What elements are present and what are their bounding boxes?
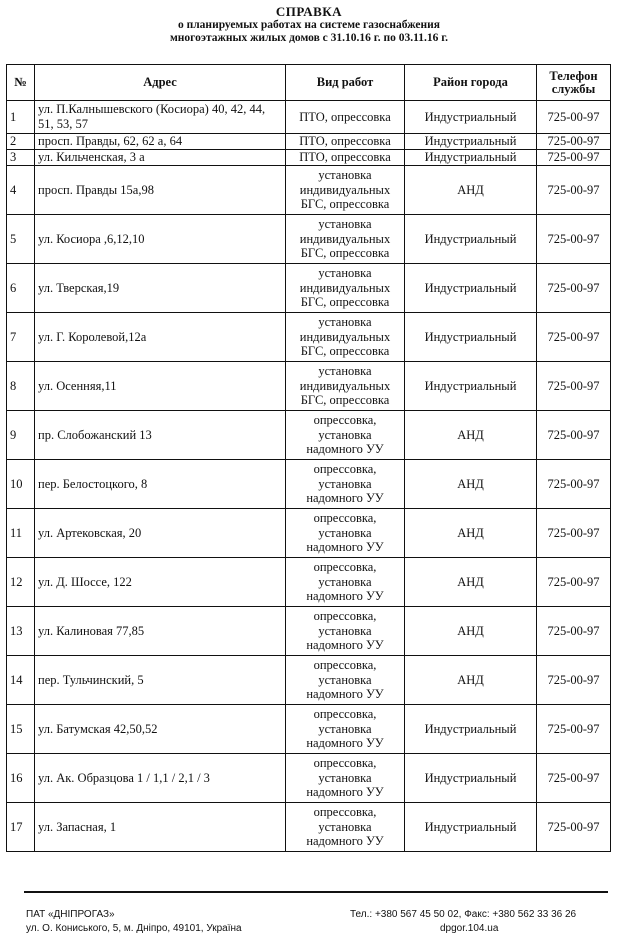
row-district: Индустриальный	[405, 803, 537, 852]
row-address: ул. Артековская, 20	[35, 509, 286, 558]
row-number: 8	[7, 362, 35, 411]
row-work-type: опрессовка, установка надомного УУ	[286, 705, 405, 754]
row-district: Индустриальный	[405, 215, 537, 264]
row-district: Индустриальный	[405, 150, 537, 166]
table-header-row	[7, 65, 611, 101]
row-work-type: опрессовка, установка надомного УУ	[286, 411, 405, 460]
row-address: ул. Осенняя,11	[35, 362, 286, 411]
row-phone: 725-00-97	[537, 411, 611, 460]
row-address: ул. П.Калнышевского (Косиора) 40, 42, 44, 51, 53, 57	[35, 101, 286, 134]
row-district: Индустриальный	[405, 101, 537, 134]
row-phone: 725-00-97	[537, 313, 611, 362]
row-district: АНД	[405, 509, 537, 558]
row-number: 17	[7, 803, 35, 852]
row-phone: 725-00-97	[537, 509, 611, 558]
row-district: Индустриальный	[405, 264, 537, 313]
row-phone: 725-00-97	[537, 803, 611, 852]
row-phone: 725-00-97	[537, 150, 611, 166]
row-address: пер. Тульчинский, 5	[35, 656, 286, 705]
header-address: Адрес	[35, 65, 286, 101]
row-district: АНД	[405, 607, 537, 656]
row-work-type: ПТО, опрессовка	[286, 150, 405, 166]
table-row	[7, 215, 611, 264]
row-address: ул. Кильченская, 3 а	[35, 150, 286, 166]
row-district: Индустриальный	[405, 754, 537, 803]
row-district: АНД	[405, 460, 537, 509]
row-work-type: опрессовка, установка надомного УУ	[286, 558, 405, 607]
row-address: пр. Слобожанский 13	[35, 411, 286, 460]
row-number: 2	[7, 134, 35, 150]
footer-divider	[24, 891, 608, 893]
row-phone: 725-00-97	[537, 754, 611, 803]
row-address: ул. Косиора ,6,12,10	[35, 215, 286, 264]
row-address: ул. Д. Шоссе, 122	[35, 558, 286, 607]
row-number: 13	[7, 607, 35, 656]
header-phone: Телефон службы	[537, 65, 611, 101]
table-row	[7, 754, 611, 803]
table-row	[7, 313, 611, 362]
row-work-type: опрессовка, установка надомного УУ	[286, 607, 405, 656]
row-district: АНД	[405, 656, 537, 705]
row-work-type: опрессовка, установка надомного УУ	[286, 509, 405, 558]
table-row	[7, 509, 611, 558]
row-work-type: опрессовка, установка надомного УУ	[286, 656, 405, 705]
table-row	[7, 264, 611, 313]
row-address: ул. Запасная, 1	[35, 803, 286, 852]
table-row	[7, 803, 611, 852]
row-district: Индустриальный	[405, 362, 537, 411]
row-address: ул. Г. Королевой,12а	[35, 313, 286, 362]
row-phone: 725-00-97	[537, 101, 611, 134]
table-row	[7, 101, 611, 134]
document-header	[0, 4, 618, 45]
table-row	[7, 705, 611, 754]
row-address: ул. Калиновая 77,85	[35, 607, 286, 656]
footer-website-link[interactable]: dpgor.104.ua	[440, 923, 499, 934]
row-phone: 725-00-97	[537, 215, 611, 264]
row-work-type: опрессовка, установка надомного УУ	[286, 803, 405, 852]
row-district: АНД	[405, 411, 537, 460]
row-number: 4	[7, 166, 35, 215]
row-district: Индустриальный	[405, 313, 537, 362]
row-number: 12	[7, 558, 35, 607]
row-work-type: ПТО, опрессовка	[286, 101, 405, 134]
row-address: просп. Правды, 62, 62 а, 64	[35, 134, 286, 150]
row-number: 10	[7, 460, 35, 509]
header-district: Район города	[405, 65, 537, 101]
row-district: Индустриальный	[405, 705, 537, 754]
row-work-type: установка индивидуальных БГС, опрессовка	[286, 166, 405, 215]
row-work-type: установка индивидуальных БГС, опрессовка	[286, 313, 405, 362]
table-row	[7, 656, 611, 705]
row-phone: 725-00-97	[537, 134, 611, 150]
row-address: ул. Тверская,19	[35, 264, 286, 313]
row-number: 11	[7, 509, 35, 558]
table-row	[7, 411, 611, 460]
row-work-type: ПТО, опрессовка	[286, 134, 405, 150]
row-work-type: опрессовка, установка надомного УУ	[286, 460, 405, 509]
row-work-type: установка индивидуальных БГС, опрессовка	[286, 362, 405, 411]
row-phone: 725-00-97	[537, 656, 611, 705]
row-district: АНД	[405, 166, 537, 215]
row-work-type: опрессовка, установка надомного УУ	[286, 754, 405, 803]
row-phone: 725-00-97	[537, 705, 611, 754]
footer-company-block	[26, 908, 242, 936]
table-row	[7, 134, 611, 150]
row-address: пер. Белостоцкого, 8	[35, 460, 286, 509]
document-title: СПРАВКА	[275, 4, 343, 19]
row-phone: 725-00-97	[537, 607, 611, 656]
row-phone: 725-00-97	[537, 166, 611, 215]
row-number: 3	[7, 150, 35, 166]
table-row	[7, 558, 611, 607]
row-number: 9	[7, 411, 35, 460]
table-row	[7, 166, 611, 215]
table-row	[7, 362, 611, 411]
row-number: 15	[7, 705, 35, 754]
header-work-type: Вид работ	[286, 65, 405, 101]
row-number: 7	[7, 313, 35, 362]
row-work-type: установка индивидуальных БГС, опрессовка	[286, 215, 405, 264]
table-row	[7, 150, 611, 166]
document-subtitle-line-1: о планируемых работах на системе газоснабжения	[177, 19, 441, 31]
row-phone: 725-00-97	[537, 264, 611, 313]
header-num: №	[7, 65, 35, 101]
footer-company-name: ПАТ «ДНІПРОГАЗ»	[26, 909, 115, 920]
table-row	[7, 460, 611, 509]
footer-phone-fax: Тел.: +380 567 45 50 02, Факс: +380 562 33 36 26	[350, 909, 577, 920]
row-number: 1	[7, 101, 35, 134]
row-phone: 725-00-97	[537, 558, 611, 607]
row-number: 5	[7, 215, 35, 264]
row-district: АНД	[405, 558, 537, 607]
footer-address: ул. О. Кониського, 5, м. Дніпро, 49101, Україна	[26, 923, 242, 934]
row-work-type: установка индивидуальных БГС, опрессовка	[286, 264, 405, 313]
document-subtitle-line-2: многоэтажных жилых домов с 31.10.16 г. по 03.11.16 г.	[169, 32, 449, 44]
works-table	[6, 64, 611, 852]
row-address: просп. Правды 15а,98	[35, 166, 286, 215]
row-number: 16	[7, 754, 35, 803]
footer-contacts-block	[350, 908, 576, 936]
row-address: ул. Ак. Образцова 1 / 1,1 / 2,1 / 3	[35, 754, 286, 803]
row-phone: 725-00-97	[537, 362, 611, 411]
row-district: Индустриальный	[405, 134, 537, 150]
table-row	[7, 607, 611, 656]
row-phone: 725-00-97	[537, 460, 611, 509]
row-number: 6	[7, 264, 35, 313]
row-number: 14	[7, 656, 35, 705]
row-address: ул. Батумская 42,50,52	[35, 705, 286, 754]
